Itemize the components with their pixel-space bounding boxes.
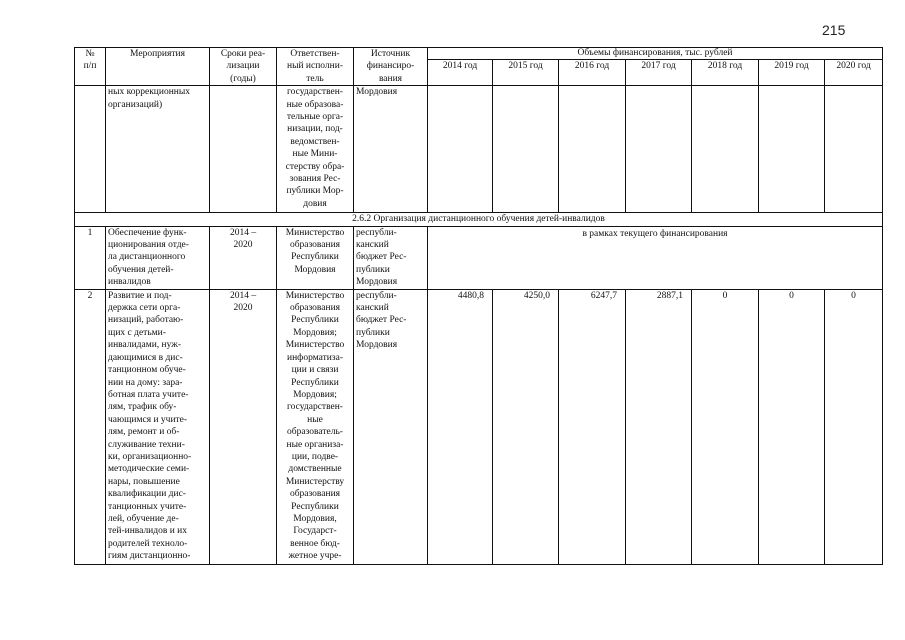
source-cell: Мордовия xyxy=(354,86,428,213)
value-2019: 0 xyxy=(759,289,825,564)
table-row xyxy=(75,226,883,289)
funding-note: в рамках текущего финансирования xyxy=(428,226,883,289)
terms-cell: 2014 – 2020 xyxy=(210,289,277,564)
header-year: 2020 год xyxy=(825,60,883,86)
section-row xyxy=(75,213,883,226)
row-number: 2 xyxy=(75,289,106,564)
value-2014: 4480,8 xyxy=(428,289,493,564)
value-2016: 6247,7 xyxy=(559,289,626,564)
value-2020: 0 xyxy=(825,289,883,564)
header-year: 2014 год xyxy=(428,60,493,86)
header-funding: Объемы финансирования, тыс. рублей xyxy=(428,48,883,60)
header-year: 2015 год xyxy=(493,60,559,86)
header-measures: Мероприятия xyxy=(106,48,210,86)
executor-cell: государствен- ные образова- тельные орга- низации, под- ведомствен- ные Мини- стерству обра- зования Рес- публики Мор- довия xyxy=(277,86,354,213)
value-2017: 2887,1 xyxy=(626,289,692,564)
header-year: 2017 год xyxy=(626,60,692,86)
source-cell: республи- канский бюджет Рес- публики Мордовия xyxy=(354,289,428,564)
source-cell: республи- канский бюджет Рес- публики Мордовия xyxy=(354,226,428,289)
measure-cell: ных коррекционных организаций) xyxy=(106,86,210,213)
header-year: 2019 год xyxy=(759,60,825,86)
header-year: 2018 год xyxy=(692,60,759,86)
table-row xyxy=(75,86,883,213)
header-terms: Сроки реа- лизации (годы) xyxy=(210,48,277,86)
page-number: 215 xyxy=(822,22,846,38)
header-no: № п/п xyxy=(75,48,106,86)
header-source: Источник финансиро- вания xyxy=(354,48,428,86)
table-row xyxy=(75,289,883,564)
executor-cell: Министерство образования Республики Мордовия; Министерство информатиза- ции и связи Республики Мордовия; государствен- ные образователь- ные организа- ции, подве- домственные Министерству образования Республики Мордовия, Государст- венное бюд- жетное учре- xyxy=(277,289,354,564)
header-year: 2016 год xyxy=(559,60,626,86)
funding-table xyxy=(74,47,883,565)
measure-cell: Обеспечение функ- ционирования отде- ла дистанционного обучения детей- инвалидов xyxy=(106,226,210,289)
measure-cell: Развитие и под- держка сети орга- низаций, работаю- щих с детьми- инвалидами, нуж- дающимися в дис- танционном обуче- нии на дому: зара- ботная плата учите- лям, трафик обу- чающимся и учите- лям, ремонт и об- служивание техни- ки, организационно- методические семи- нары, повышение квалификации дис- танционных учите- лей, обучение де- тей-инвалидов и их родителей техноло- гиям дистанционно- xyxy=(106,289,210,564)
value-2018: 0 xyxy=(692,289,759,564)
header-executor: Ответствен- ный исполни- тель xyxy=(277,48,354,86)
section-title: 2.6.2 Организация дистанционного обучения детей-инвалидов xyxy=(75,213,883,226)
value-2015: 4250,0 xyxy=(493,289,559,564)
row-number: 1 xyxy=(75,226,106,289)
executor-cell: Министерство образования Республики Мордовия xyxy=(277,226,354,289)
terms-cell: 2014 – 2020 xyxy=(210,226,277,289)
